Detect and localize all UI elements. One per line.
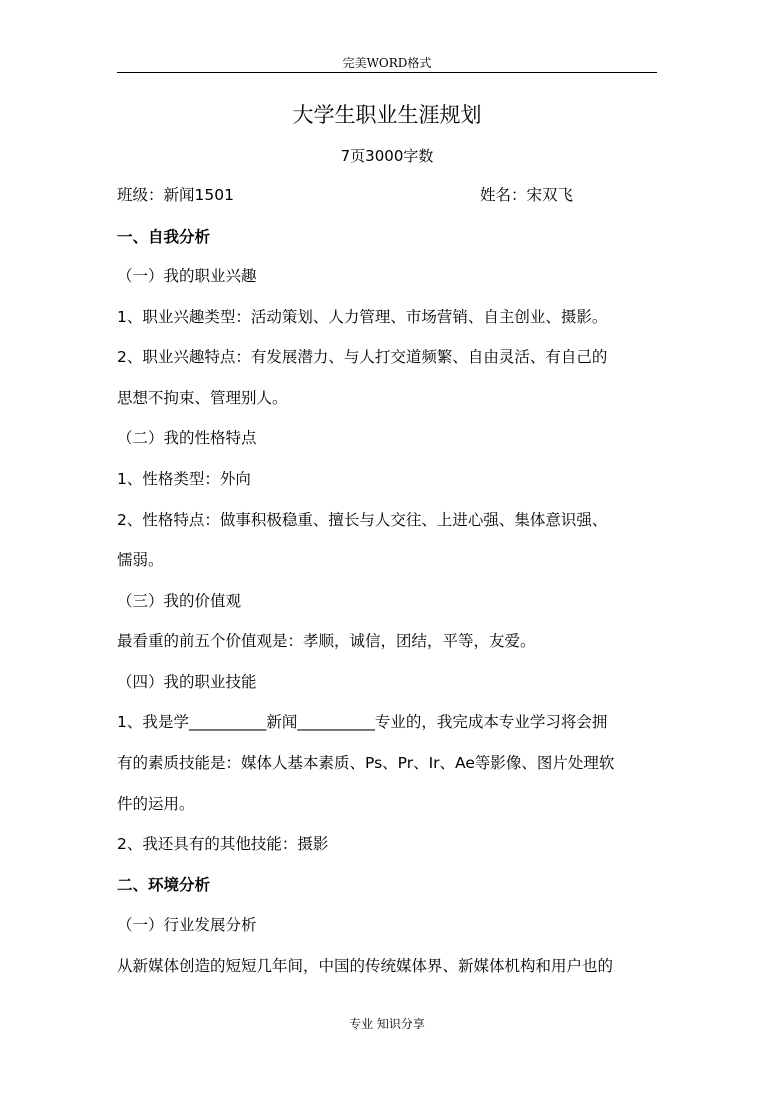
subsection-heading-values: （三）我的价值观: [117, 592, 242, 610]
section-heading-self-analysis: 一、自我分析: [117, 228, 211, 246]
class-field: 班级：新闻1501: [117, 186, 234, 204]
document-title: 大学生职业生涯规划: [292, 103, 482, 127]
subsection-heading-personality: （二）我的性格特点: [117, 429, 257, 447]
info-row: [117, 184, 662, 206]
name-field: 姓名：宋双飞: [480, 186, 574, 204]
paragraph: 1、职业兴趣类型：活动策划、人力管理、市场营销、自主创业、摄影。: [117, 308, 608, 326]
header-divider: [117, 72, 657, 73]
paragraph: 1、我是学__________新闻__________专业的，我完成本专业学习将会拥: [117, 713, 608, 731]
paragraph: 有的素质技能是：媒体人基本素质、Ps、Pr、Ir、Ae等影像、图片处理软: [117, 754, 615, 772]
page-header: 完美WORD格式: [342, 56, 432, 70]
subsection-heading-industry: （一）行业发展分析: [117, 916, 257, 934]
subsection-heading-interest: （一）我的职业兴趣: [117, 267, 257, 285]
paragraph: 2、我还具有的其他技能：摄影: [117, 835, 329, 853]
page-footer: 专业 知识分享: [349, 1017, 425, 1031]
paragraph: 2、职业兴趣特点：有发展潜力、与人打交道频繁、自由灵活、有自己的: [117, 348, 608, 366]
paragraph: 2、性格特点：做事积极稳重、擅长与人交往、上进心强、集体意识强、: [117, 511, 608, 529]
paragraph: 思想不拘束、管理别人。: [117, 389, 288, 407]
document-subtitle: 7页3000字数: [340, 147, 434, 165]
paragraph: 懦弱。: [117, 551, 164, 569]
paragraph: 1、性格类型：外向: [117, 470, 251, 488]
paragraph: 最看重的前五个价值观是：孝顺，诚信，团结，平等，友爱。: [117, 632, 536, 650]
section-heading-environment-analysis: 二、环境分析: [117, 876, 211, 894]
paragraph: 件的运用。: [117, 795, 195, 813]
subsection-heading-skills: （四）我的职业技能: [117, 673, 257, 691]
paragraph: 从新媒体创造的短短几年间，中国的传统媒体界、新媒体机构和用户也的: [117, 957, 614, 975]
